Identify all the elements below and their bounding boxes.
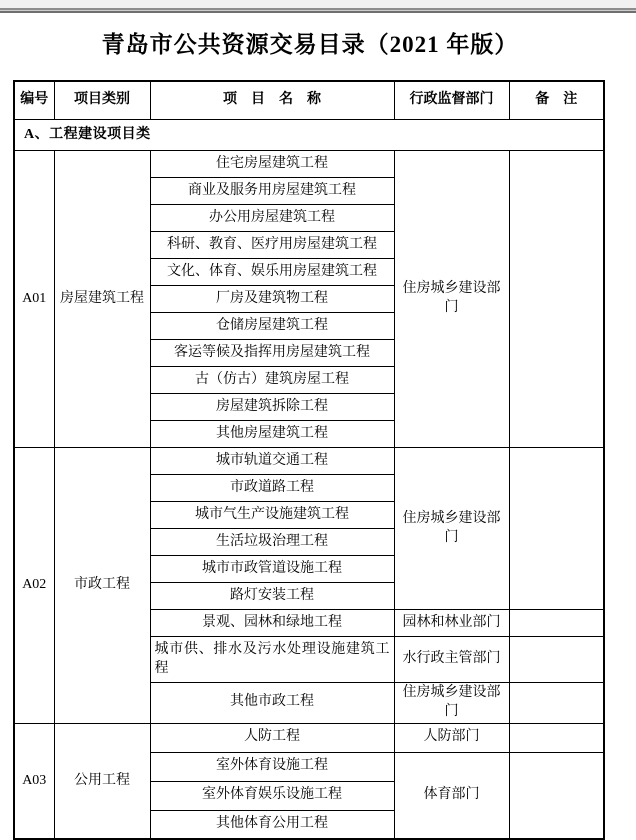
page-title: 青岛市公共资源交易目录（2021 年版） <box>101 32 519 58</box>
project-name-cell: 路灯安装工程 <box>150 583 394 610</box>
category-cell: 公用工程 <box>54 723 150 839</box>
code-cell: A01 <box>14 151 54 448</box>
project-name-cell: 生活垃圾治理工程 <box>150 529 394 556</box>
project-name-cell: 商业及服务用房屋建筑工程 <box>150 178 394 205</box>
project-name-cell: 文化、体育、娱乐用房屋建筑工程 <box>150 259 394 286</box>
project-name-cell: 人防工程 <box>150 723 394 752</box>
project-name-cell: 市政道路工程 <box>150 475 394 502</box>
header-supervision: 行政监督部门 <box>394 81 509 120</box>
supervision-cell: 体育部门 <box>394 752 509 839</box>
project-name-cell: 室外体育娱乐设施工程 <box>150 781 394 810</box>
category-cell: 市政工程 <box>54 448 150 724</box>
header-project-name: 项 目 名 称 <box>150 81 394 120</box>
project-name-cell: 城市轨道交通工程 <box>150 448 394 475</box>
project-name-cell: 科研、教育、医疗用房屋建筑工程 <box>150 232 394 259</box>
project-name-cell: 办公用房屋建筑工程 <box>150 205 394 232</box>
project-name-cell: 城市供、排水及污水处理设施建筑工程 <box>150 637 394 683</box>
remark-cell <box>509 637 604 683</box>
page-top-strip <box>0 0 636 8</box>
header-remark: 备 注 <box>509 81 604 120</box>
project-name-cell: 厂房及建筑物工程 <box>150 286 394 313</box>
remark-cell <box>509 723 604 752</box>
remark-cell <box>509 610 604 637</box>
project-name-cell: 仓储房屋建筑工程 <box>150 313 394 340</box>
supervision-cell: 住房城乡建设部门 <box>394 683 509 724</box>
section-row <box>14 120 604 151</box>
code-cell: A02 <box>14 448 54 724</box>
project-name-cell: 古（仿古）建筑房屋工程 <box>150 367 394 394</box>
project-name-cell: 城市市政管道设施工程 <box>150 556 394 583</box>
remark-cell <box>509 448 604 610</box>
header-code: 编号 <box>14 81 54 120</box>
supervision-cell: 水行政主管部门 <box>394 637 509 683</box>
remark-cell <box>509 752 604 839</box>
code-cell: A03 <box>14 723 54 839</box>
supervision-cell: 园林和林业部门 <box>394 610 509 637</box>
project-name-cell: 其他市政工程 <box>150 683 394 724</box>
project-name-cell: 其他体育公用工程 <box>150 810 394 839</box>
project-name-cell: 景观、园林和绿地工程 <box>150 610 394 637</box>
table-row <box>14 151 604 178</box>
table-header-row <box>14 81 604 120</box>
project-name-cell: 其他房屋建筑工程 <box>150 421 394 448</box>
project-name-cell: 房屋建筑拆除工程 <box>150 394 394 421</box>
section-label: A、工程建设项目类 <box>14 120 604 151</box>
page-top-edge <box>0 8 636 13</box>
category-cell: 房屋建筑工程 <box>54 151 150 448</box>
project-name-cell: 住宅房屋建筑工程 <box>150 151 394 178</box>
project-name-cell: 室外体育设施工程 <box>150 752 394 781</box>
supervision-cell: 人防部门 <box>394 723 509 752</box>
catalog-table <box>13 80 605 840</box>
remark-cell <box>509 151 604 448</box>
supervision-cell: 住房城乡建设部门 <box>394 448 509 610</box>
project-name-cell: 城市气生产设施建筑工程 <box>150 502 394 529</box>
remark-cell <box>509 683 604 724</box>
table-row <box>14 448 604 475</box>
supervision-cell: 住房城乡建设部门 <box>394 151 509 448</box>
project-name-cell: 客运等候及指挥用房屋建筑工程 <box>150 340 394 367</box>
table-row <box>14 723 604 752</box>
header-category: 项目类别 <box>54 81 150 120</box>
